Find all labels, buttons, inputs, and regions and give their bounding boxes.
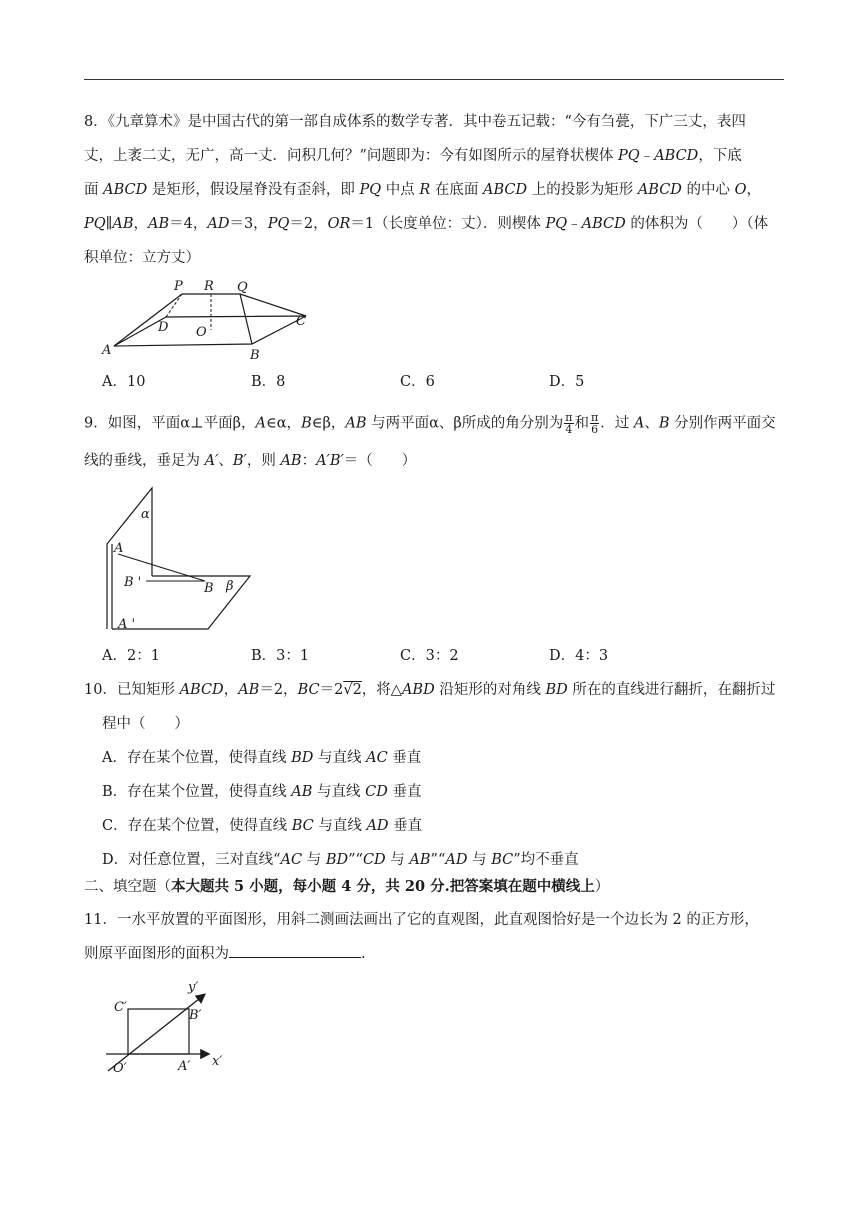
q8-text: ＝3， — [229, 216, 268, 232]
option-math: CD — [365, 784, 388, 800]
q11-line-2 — [84, 943, 366, 964]
q8-math: PQ∥AB — [84, 216, 134, 232]
q10-option-a — [102, 748, 421, 768]
q8-math: AB — [147, 216, 170, 232]
q8-text: ，下底 — [698, 148, 742, 164]
label-beta: β — [226, 579, 234, 594]
q8-text: 丈，上袤二丈，无广，高一丈．问积几何？”问题即为：今有如图所示的屋脊状楔体 — [84, 148, 619, 164]
q8-math: PQ — [545, 216, 568, 232]
q8-text: 的中心 — [681, 182, 735, 198]
q9-text: 和 — [574, 415, 590, 432]
header-rule — [84, 79, 784, 80]
q10-text: 程中（ ） — [102, 716, 189, 732]
q9-option-a: A．2：1 — [102, 648, 160, 664]
q8-option-a: A．10 — [102, 374, 146, 390]
q8-text: ﹣ — [639, 148, 655, 164]
q10-math: ABD — [401, 682, 435, 698]
option-text: 与直线 — [313, 750, 367, 766]
q9-math: A′B′ — [316, 453, 344, 469]
q10-text: ＝2， — [259, 682, 298, 698]
q10-text: ， — [223, 682, 239, 698]
q8-text: 面 — [84, 182, 104, 198]
q8-line-3 — [84, 180, 761, 200]
q9-math: B — [658, 415, 670, 432]
fraction-pi-over-6 — [590, 412, 599, 435]
q9-option-d: D．4：3 — [549, 648, 609, 664]
edge-QC — [240, 294, 306, 316]
q11-text: 则原平面图形的面积为 — [84, 946, 229, 962]
option-text: 垂直 — [387, 750, 422, 766]
option-text: 与 — [385, 852, 410, 868]
q8-math: AD — [207, 216, 230, 232]
option-text: 与直线 — [313, 818, 367, 834]
q9-math: A′ — [204, 453, 219, 469]
q9-math: AB — [345, 415, 367, 432]
q8-line-2 — [84, 146, 742, 166]
q9-option-c: C．3：2 — [400, 648, 459, 664]
q8-math: ABCD — [637, 182, 682, 198]
label-B: B — [250, 348, 260, 363]
q8-option-c: C．6 — [400, 374, 435, 390]
option-text: 与直线 — [312, 784, 366, 800]
label-O: O — [196, 325, 207, 340]
label-R: R — [204, 279, 214, 294]
q9-text: ＝（ ） — [343, 453, 417, 469]
q8-text: ＝2， — [289, 216, 328, 232]
q8-math: PQ — [267, 216, 290, 232]
q9-text: 、 — [644, 415, 659, 432]
q9-line-2 — [84, 451, 416, 471]
option-text: D．对任意位置，三对直线“ — [102, 852, 281, 868]
option-text: 与 — [302, 852, 326, 868]
label-alpha: α — [141, 507, 150, 522]
fraction-numerator: π — [591, 411, 599, 424]
q9-math: A — [255, 415, 267, 432]
q8-math: OR — [327, 216, 351, 232]
q9-line-1 — [84, 412, 776, 435]
wedge-base — [114, 316, 306, 346]
label-A: A — [102, 343, 112, 358]
option-text: ”“ — [348, 852, 363, 868]
option-math: AD — [366, 818, 389, 834]
q9-text: 9．如图，平面α⊥平面β， — [84, 415, 256, 432]
planes-figure — [100, 484, 260, 634]
label-O-prime: O′ — [113, 1061, 127, 1076]
label-B: B — [204, 581, 214, 596]
q9-math: A — [633, 415, 645, 432]
option-text: 与 — [467, 852, 492, 868]
q9-option-b: B．3：1 — [251, 648, 310, 664]
label-Q: Q — [237, 280, 248, 295]
q9-text: 分别作两平面交 — [669, 415, 776, 432]
q9-math: AB — [280, 453, 302, 469]
q10-option-b — [102, 782, 421, 802]
option-text: ”均不垂直 — [513, 852, 579, 868]
label-D: D — [158, 320, 169, 335]
q10-math: AB — [238, 682, 260, 698]
q8-text: ＝4， — [169, 216, 208, 232]
section-text: ） — [594, 879, 610, 895]
option-math: BD — [291, 750, 314, 766]
q11-text: . — [361, 946, 366, 962]
edge-QB — [240, 294, 252, 344]
q8-text: 上的投影为矩形 — [527, 182, 638, 198]
q8-text: 的体积为（ ）（体 — [625, 216, 769, 232]
q10-text: 10．已知矩形 — [84, 682, 180, 698]
answer-blank — [229, 943, 361, 958]
q8-math: O — [734, 182, 747, 198]
option-text: B．存在某个位置，使得直线 — [102, 784, 292, 800]
q11-text: 11．一水平放置的平面图形，用斜二测画法画出了它的直观图，此直观图恰好是一个边长为 2 的正方形， — [84, 912, 759, 928]
fraction-denominator: 6 — [591, 423, 599, 436]
q8-text: 中点 — [381, 182, 420, 198]
q8-line-1 — [84, 112, 746, 132]
fraction-denominator: 4 — [565, 423, 573, 436]
option-math: AB — [291, 784, 313, 800]
q10-math: BC — [297, 682, 320, 698]
q9-text: ．过 — [600, 415, 634, 432]
label-B-prime: B′ — [189, 1008, 202, 1023]
q9-text: ∈β， — [311, 415, 346, 432]
q9-text: ，则 — [246, 453, 281, 469]
option-text: ”“ — [430, 852, 446, 868]
q8-text: ， — [746, 182, 762, 198]
label-A-prime: A′ — [178, 1059, 191, 1074]
q10-text: ＝2 — [319, 682, 344, 698]
q8-text: ＝1（长度单位：丈）．则楔体 — [350, 216, 546, 232]
q9-text: ： — [301, 453, 317, 469]
q8-math: ABCD — [482, 182, 528, 198]
option-math: AC — [280, 852, 303, 868]
q8-math: PQ — [618, 148, 640, 164]
q8-text: 8．《九章算术》是中国古代的第一部自成体系的数学专著．其中卷五记载：“今有刍甍，下广三丈，表四 — [84, 114, 746, 130]
label-B-prime: B ' — [124, 575, 142, 590]
q10-text: 沿矩形的对角线 — [434, 682, 546, 698]
option-math: AD — [445, 852, 468, 868]
q10-option-c — [102, 816, 422, 836]
q10-math: ABCD — [179, 682, 224, 698]
edge-PA — [114, 294, 182, 346]
q9-math: B — [301, 415, 312, 432]
label-C-prime: C′ — [114, 1000, 127, 1015]
q8-text: 在底面 — [430, 182, 483, 198]
q8-option-b: B．8 — [251, 374, 286, 390]
q9-math: B′ — [232, 453, 247, 469]
option-math: BD — [325, 852, 349, 868]
fraction-pi-over-4 — [564, 412, 573, 435]
sqrt-2: √2 — [343, 682, 362, 698]
q9-text: 线的垂线，垂足为 — [84, 453, 205, 469]
wedge-figure — [100, 272, 320, 367]
option-math: AB — [409, 852, 431, 868]
q8-math: ABCD — [581, 216, 626, 232]
option-math: AC — [366, 750, 388, 766]
label-A-prime: A ' — [118, 617, 136, 632]
option-text: 垂直 — [387, 784, 422, 800]
q8-text: ﹣ — [567, 216, 582, 232]
q8-math: ABCD — [103, 182, 148, 198]
q10-text: ，将△ — [361, 682, 402, 698]
option-text: C．存在某个位置，使得直线 — [102, 818, 292, 834]
label-x-prime: x′ — [212, 1054, 223, 1069]
q8-line-5 — [84, 248, 200, 268]
label-A: A — [114, 541, 124, 556]
q10-math: BD — [545, 682, 568, 698]
q8-text: ， — [133, 216, 148, 232]
q8-text: 是矩形，假设屋脊没有歪斜，即 — [147, 182, 360, 198]
edge-PD-hidden — [166, 294, 182, 317]
q10-line-1 — [84, 680, 775, 700]
q9-text: 与两平面α、β所成的角分别为 — [366, 415, 564, 432]
section-text: 二、填空题（ — [84, 879, 171, 895]
q8-option-d: D．5 — [549, 374, 585, 390]
option-math: CD — [362, 852, 386, 868]
fraction-numerator: π — [565, 411, 573, 424]
option-text: 垂直 — [388, 818, 423, 834]
q9-text: 、 — [218, 453, 233, 469]
label-C: C — [296, 314, 306, 329]
q8-math: R — [419, 182, 431, 198]
q8-math: ABCD — [654, 148, 699, 164]
q9-text: ∈α， — [266, 415, 302, 432]
section-bold-text: 本大题共 5 小题，每小题 4 分，共 20 分.把答案填在题中横线上 — [171, 878, 595, 895]
q10-text: 所在的直线进行翻折，在翻折过 — [567, 682, 776, 698]
oblique-figure — [100, 975, 240, 1075]
option-math: BC — [291, 818, 314, 834]
q8-line-4 — [84, 214, 768, 234]
label-P: P — [174, 279, 183, 294]
option-text: A．存在某个位置，使得直线 — [102, 750, 292, 766]
section-heading — [84, 877, 609, 897]
option-math: BC — [491, 852, 514, 868]
q8-math: PQ — [359, 182, 382, 198]
q8-text: 积单位：立方丈） — [84, 250, 200, 266]
q10-line-2 — [102, 714, 189, 734]
q10-option-d — [102, 850, 579, 870]
q11-line-1 — [84, 910, 759, 930]
label-y-prime: y′ — [188, 980, 199, 995]
